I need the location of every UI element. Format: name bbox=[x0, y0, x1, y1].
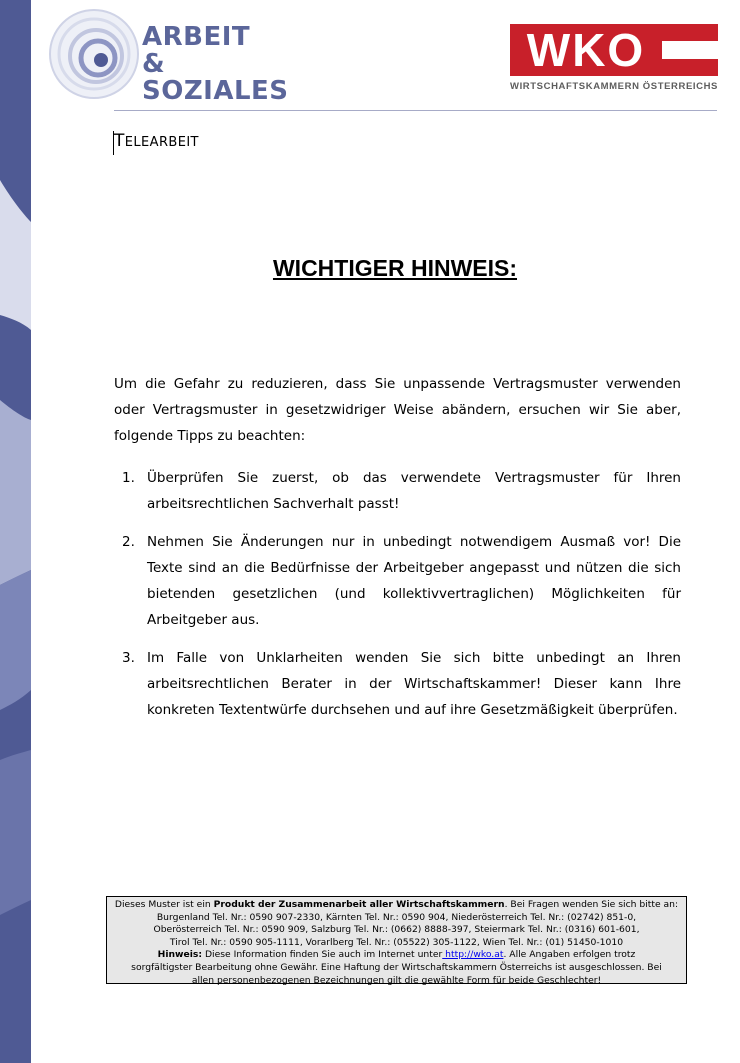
footer-text: . Alle Angaben erfolgen trotz bbox=[503, 949, 636, 961]
footer-bold-text: Produkt der Zusammenarbeit aller Wirtschaftskammern bbox=[213, 899, 505, 910]
list-item bbox=[114, 465, 681, 517]
footer-text: Dieses Muster ist ein bbox=[114, 899, 214, 910]
wko-logo-box bbox=[510, 24, 718, 76]
notice-heading: WICHTIGER HINWEIS: bbox=[272, 255, 518, 281]
document-title-initial: T bbox=[114, 131, 125, 151]
footer-line-4: Tirol Tel. Nr.: 0590 905-1111, Vorarlberg Tel. Nr.: (05522) 305-1122, Wien Tel. Nr.: (01) 51450-1010 bbox=[169, 936, 624, 948]
soziales-line: & SOZIALES bbox=[142, 49, 289, 106]
list-item-text: Im Falle von Unklarheiten wenden Sie sich bitte unbedingt an Ihren arbeitsrechtlichen Berater in der Wirtschaftskammer! Dieser kann Ihre konkreten Textentwürfe durchsehen und auf ihre Gesetzmäßigkeit überprüfen. bbox=[147, 650, 681, 718]
wko-subtitle: WIRTSCHAFTSKAMMERN ÖSTERREICHS bbox=[510, 81, 718, 92]
footer-line-7: allen personenbezogenen Bezeichnungen gilt die gewählte Form für beide Geschlechter! bbox=[191, 974, 602, 986]
wko-letters: WKO bbox=[510, 24, 662, 76]
concentric-circles-icon bbox=[48, 8, 140, 100]
list-item-number: 1. bbox=[122, 470, 135, 486]
footer-hinweis-label: Hinweis: bbox=[157, 949, 203, 961]
footer-line-3: Oberösterreich Tel. Nr.: 0590 909, Salzburg Tel. Nr.: (0662) 8888-397, Steiermark Tel. Nr.: (0316) 601-601, bbox=[153, 924, 640, 936]
document-title-rest: ELEARBEIT bbox=[124, 135, 199, 150]
footer-line-6: sorgfältigster Bearbeitung ohne Gewähr. Eine Haftung der Wirtschaftskammern Österreichs ist ausgeschlossen. Bei bbox=[131, 961, 662, 973]
tips-list bbox=[114, 465, 681, 735]
list-item-text: Nehmen Sie Änderungen nur in unbedingt notwendigem Ausmaß vor! Die Texte sind an die Bedürfnisse der Arbeitgeber angepasst und nützen die sich bietenden gesetzlichen (und kollektivvertraglichen) Möglichkeiten für Arbeitgeber aus. bbox=[147, 534, 681, 628]
arbeit-line: ARBEIT bbox=[142, 22, 251, 52]
intro-paragraph: Um die Gefahr zu reduzieren, dass Sie unpassende Vertragsmuster verwenden oder Vertragsmuster in gesetzwidriger Weise abändern, ersuchen wir Sie aber, folgende Tipps zu beachten: bbox=[114, 376, 681, 444]
header-divider bbox=[114, 110, 717, 111]
list-item-number: 2. bbox=[122, 534, 135, 550]
wko-website-link[interactable]: http://wko.at bbox=[442, 949, 504, 961]
list-item bbox=[114, 645, 681, 723]
list-item-text: Überprüfen Sie zuerst, ob das verwendete Vertragsmuster für Ihren arbeitsrechtlichen Sachverhalt passt! bbox=[147, 470, 681, 512]
footer-line-2: Burgenland Tel. Nr.: 0590 907-2330, Kärnten Tel. Nr.: 0590 904, Niederösterreich Tel. Nr.: (02742) 851-0, bbox=[156, 911, 637, 923]
list-item bbox=[114, 529, 681, 633]
footer-text: Diese Information finden Sie auch im Internet unter bbox=[202, 949, 443, 961]
footer-text: . Bei Fragen wenden Sie sich bitte an: bbox=[504, 899, 679, 910]
footer-disclaimer bbox=[106, 896, 687, 984]
footer-line-1 bbox=[113, 899, 680, 912]
list-item-number: 3. bbox=[122, 650, 135, 666]
arbeit-soziales-wordmark bbox=[142, 24, 318, 105]
footer-line-5 bbox=[113, 949, 680, 962]
document-title bbox=[114, 131, 199, 151]
austrian-flag-icon bbox=[662, 24, 718, 76]
left-decorative-band bbox=[0, 0, 31, 1063]
arbeit-soziales-logo bbox=[48, 8, 318, 106]
wko-logo bbox=[510, 24, 720, 94]
